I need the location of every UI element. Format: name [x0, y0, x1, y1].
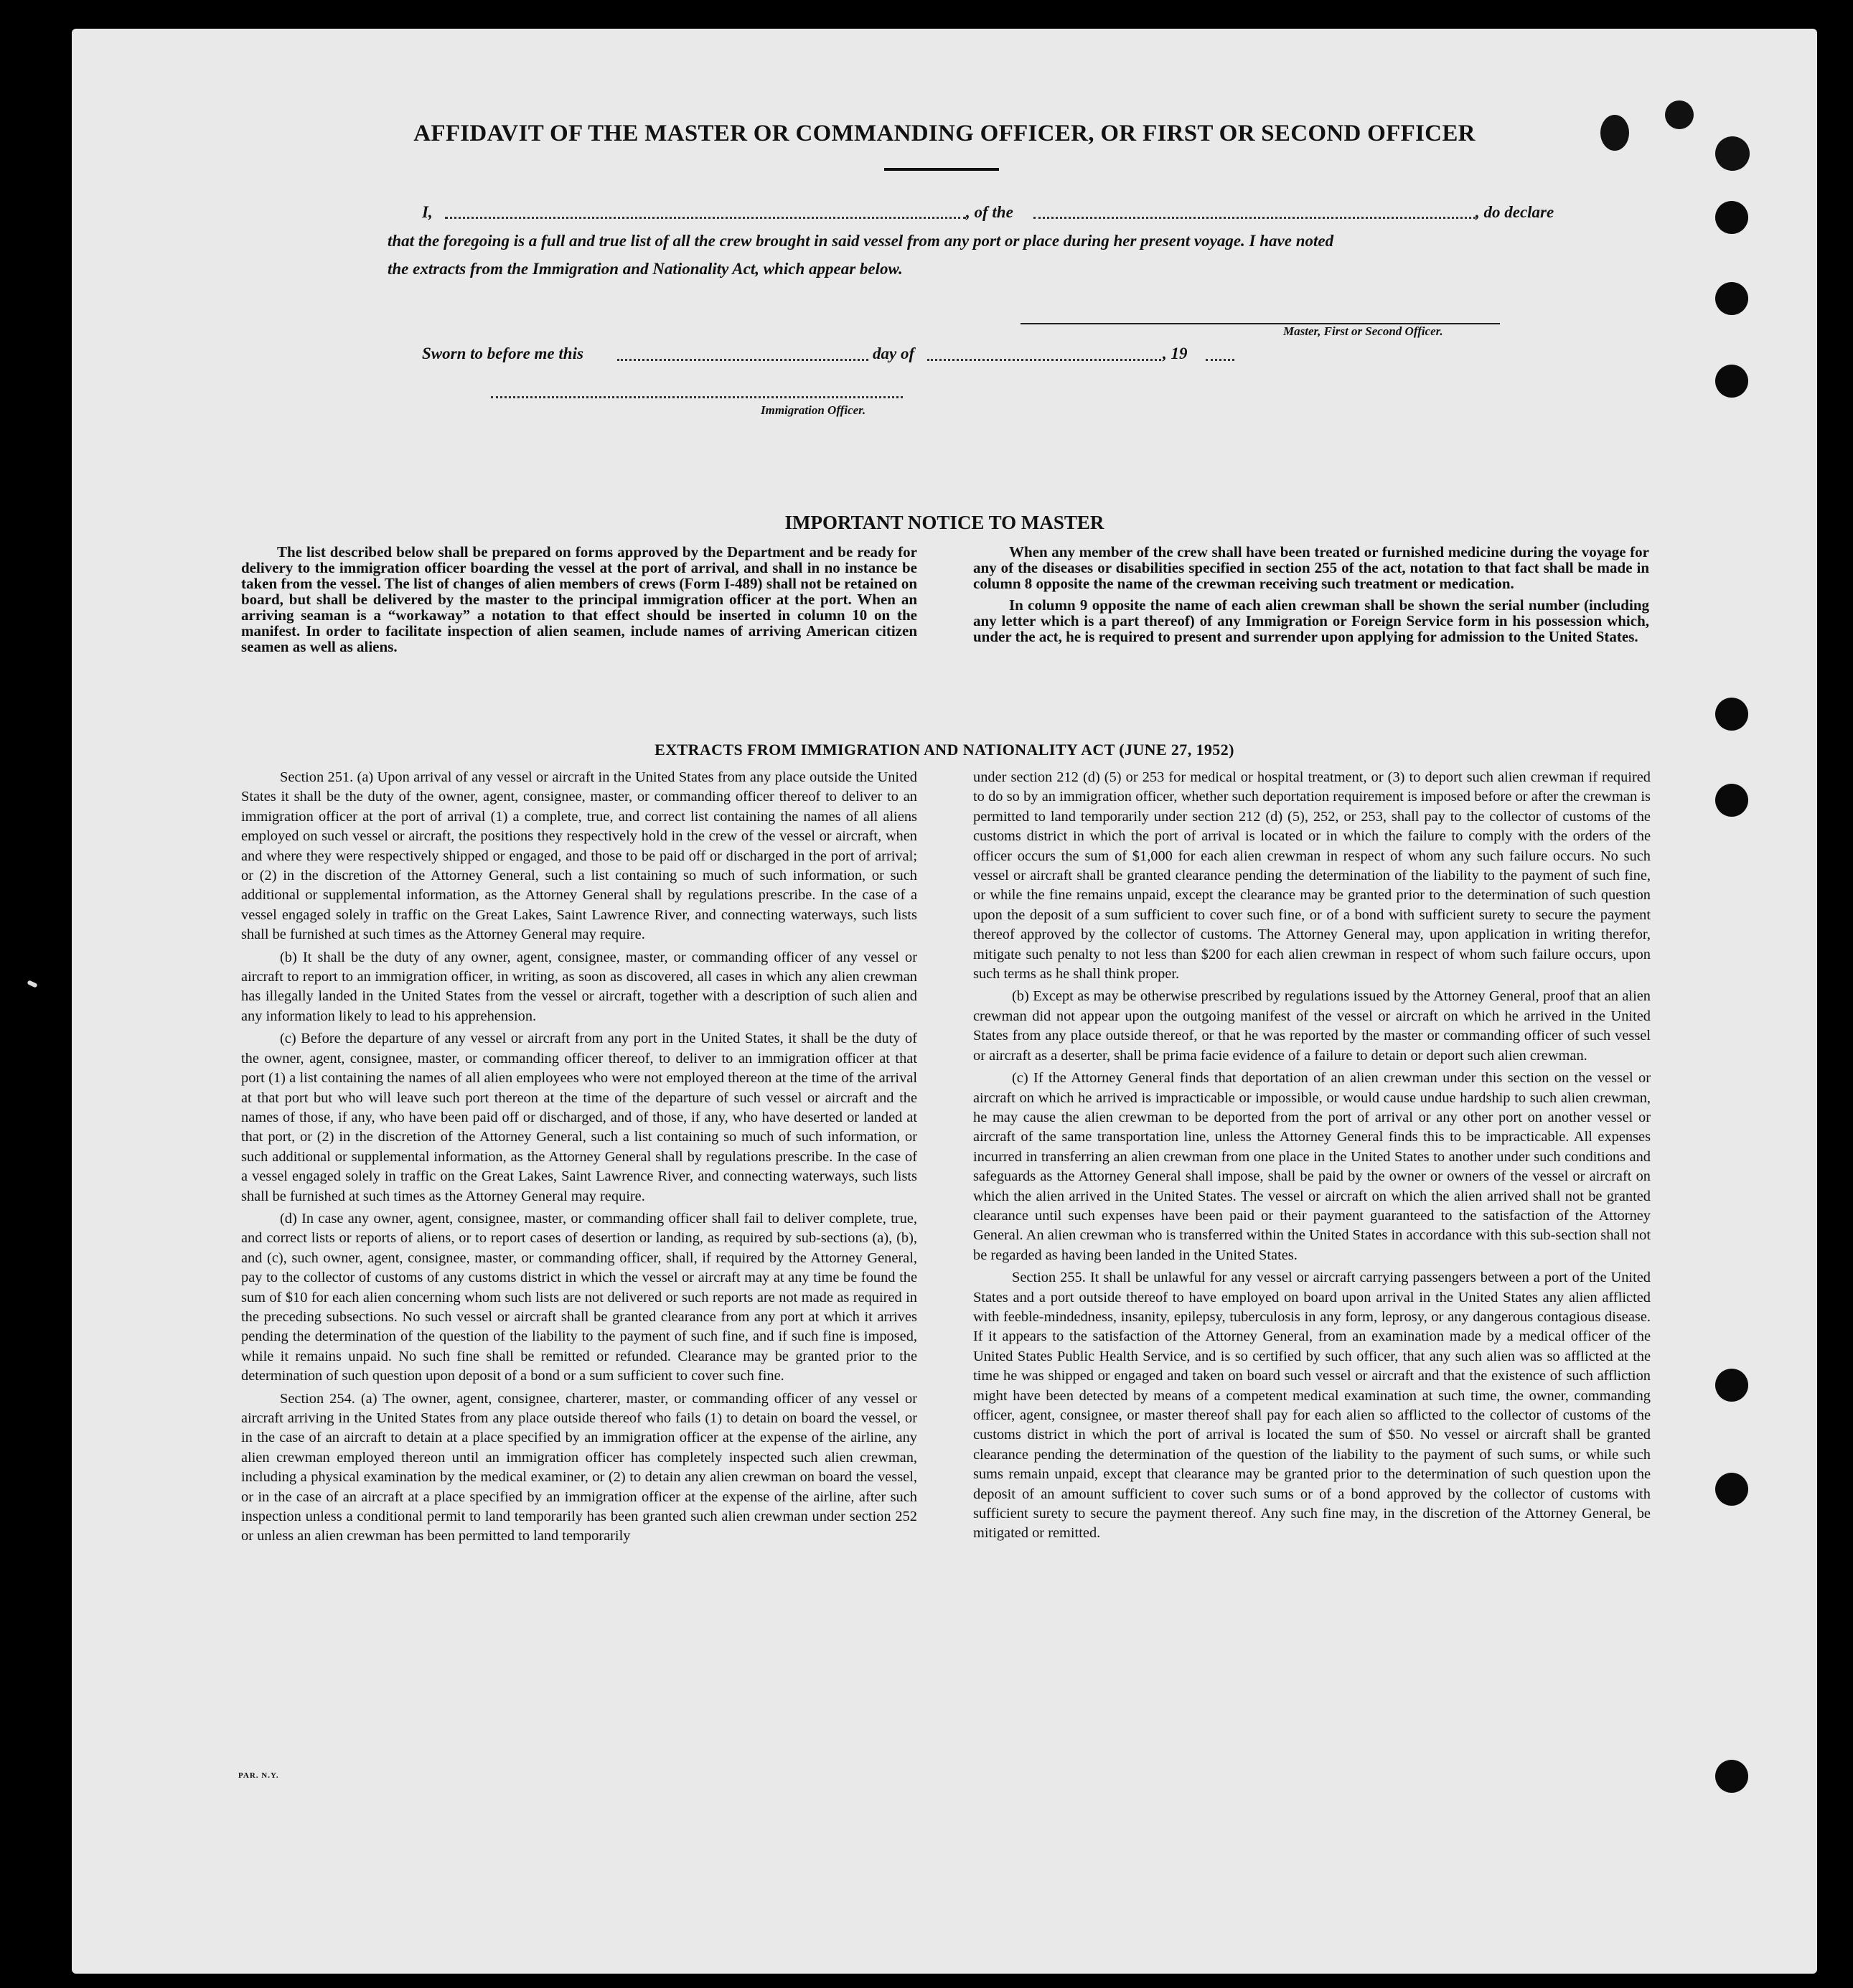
notice-right-paragraph-1: When any member of the crew shall have been treated or furnished medicine during the voyage for any of the diseases or disabilities specified in section 255 of the act, notation to that fact shall be made in column 8 opposite the name of the crewman receiving such treatment or medication.	[973, 543, 1649, 592]
punch-hole	[1715, 1760, 1748, 1793]
section-251-d: (d) In case any owner, agent, consignee, master, or commanding officer shall fail to deliver complete, true, and correct lists or reports of aliens, or to report cases of desertion or landing, as required by sub-sections (a), (b), and (c), such owner, agent, consignee, master, or commanding officer, shall, if required by the Attorney General, pay to the collector of customs of any customs district in which the vessel or aircraft may at any time be found the sum of $10 for each alien concerning whom such lists are not delivered or such reports are not made as required in the preceding subsections. No such vessel or aircraft shall be granted clearance from any port at which it arrives pending the determination of the question of the liability to the payment of such fine, and if such fine is imposed, while it remains unpaid. No such fine shall be remitted or refunded. Clearance may be granted prior to the determination of such question upon deposit of a bond or a sum sufficient to cover such fine.	[241, 1210, 917, 1384]
extracts-right-column	[973, 768, 1651, 1547]
day-of-label: day of	[873, 344, 915, 362]
vessel-blank[interactable]	[1033, 217, 1476, 219]
notice-title: IMPORTANT NOTICE TO MASTER	[784, 512, 1104, 533]
year-blank[interactable]	[1206, 359, 1234, 361]
affidavit-declare: , do declare	[1476, 203, 1554, 221]
officer-signature-caption: Immigration Officer.	[761, 403, 866, 417]
name-blank[interactable]	[445, 217, 966, 219]
section-254-b: (b) Except as may be otherwise prescribed by regulations issued by the Attorney General, proof that an alien crewman did not appear upon the outgoing manifest of the vessel or aircraft on which he arrived in the United States from any place outside thereof, or that he was reported by the master or commanding officer of such vessel or aircraft as a deserter, shall be prima facie evidence of a failure to detain or deport such alien crewman.	[973, 988, 1651, 1064]
punch-hole	[1715, 698, 1748, 731]
punch-hole	[1715, 784, 1748, 817]
printer-mark: PAR. N.Y.	[238, 1771, 279, 1780]
section-251-c: (c) Before the departure of any vessel or aircraft from any port in the United States, it shall be the duty of the owner, agent, consignee, master, or commanding officer thereof, to deliver to an immigration officer at that port (1) a list containing the names of all alien employees who were not employed thereon at the time of the arrival at that port but who will leave such port thereon at the time of the departure of such vessel or aircraft and the names of those, if any, who have been paid off or discharged, and of those, if any, who have deserted or landed at that port, or (2) in the discretion of the Attorney General, such a list containing so much of such information, or such additional or supplemental information, as the Attorney General shall by regulations prescribe. In the case of a vessel engaged solely in traffic on the Great Lakes, Saint Lawrence River, and connecting waterways, such lists shall be furnished at such times as the Attorney General may require.	[241, 1031, 917, 1204]
master-signature-caption: Master, First or Second Officer.	[1283, 324, 1443, 338]
affidavit-of-the: , of the	[966, 203, 1013, 221]
notice-right	[973, 544, 1649, 650]
scan-speck	[27, 980, 37, 988]
punch-hole	[1715, 282, 1748, 315]
section-254-a: Section 254. (a) The owner, agent, consignee, charterer, master, or commanding officer of any vessel or aircraft arriving in the United States from any place outside thereof who fails (1) to detain on board the vessel, or in the case of an aircraft to detain at a place specified by an immigration officer at the expense of the airline, any alien crewman employed thereon until an immigration officer has completely inspected such alien crewman, including a physical examination by the medical examiner, or (2) to detain any alien crewman on board the vessel, or in the case of an aircraft at a place specified by an immigration officer at the expense of the airline, after such inspection unless a conditional permit to land temporarily has been granted such alien crewman under section 252 or unless an alien crewman has been permitted to land temporarily	[241, 1390, 917, 1544]
extracts-title: EXTRACTS FROM IMMIGRATION AND NATIONALITY ACT (JUNE 27, 1952)	[655, 741, 1234, 759]
notice-right-paragraph-2: In column 9 opposite the name of each alien crewman shall be shown the serial number (including any letter which is a part thereof) of any Immigration or Foreign Service form in his possession which, under the act, he is required to present and surrender upon applying for admission to the United States.	[973, 596, 1649, 645]
sworn-month-blank[interactable]	[927, 359, 1161, 361]
document-page	[72, 29, 1817, 1974]
section-251-b: (b) It shall be the duty of any owner, agent, consignee, master, or commanding officer of any vessel or aircraft to report to an immigration officer, in writing, as soon as discovered, all cases in which any alien crewman has illegally landed in the United States from the vessel or aircraft, together with a description of such alien and any information likely to lead to his apprehension.	[241, 949, 917, 1024]
punch-hole	[1715, 365, 1748, 398]
punch-hole	[1715, 201, 1748, 234]
officer-signature-line[interactable]	[491, 396, 903, 398]
title-underline	[884, 168, 999, 171]
section-255: Section 255. It shall be unlawful for any vessel or aircraft carrying passengers between a port of the United States and a port outside thereof to have employed on board upon arrival in the United States any alien afflicted with feeble-mindedness, insanity, epilepsy, tuberculosis in any form, leprosy, or any dangerous contagious disease. If it appears to the satisfaction of the Attorney General, from an examination made by a medical officer of the United States Public Health Service, and is so certified by such officer, that any such alien was so afflicted at the time he was shipped or engaged and taken on board such vessel or aircraft and that the existence of such affliction might have been detected by means of a competent medical examination at such time, the owner, commanding officer, agent, consignee, or master thereof shall pay for each alien so afflicted to the collector of customs of the customs district in which the port of arrival is located the sum of $50. No vessel or aircraft shall be granted clearance pending the determination of the question of the liability to the payment of such sums, or while such sums remain unpaid, except that clearance may be granted prior to the determination of such question upon the deposit of an amount sufficient to cover such sums or of a bond approved by the collector of customs with sufficient surety to secure the payment thereof. Any such fine may, in the discretion of the Attorney General, be mitigated or remitted.	[973, 1270, 1651, 1542]
year-label: , 19	[1163, 344, 1188, 362]
extracts-left-column	[241, 768, 917, 1549]
notice-left-paragraph: The list described below shall be prepared on forms approved by the Department and be ready for delivery to the immigration officer boarding the vessel at the port of arrival, and shall in no instance be taken from the vessel. The list of changes of alien members of crews (Form I-489) shall not be retained on board, but shall be delivered by the master to the principal immigration officer at the port. When an arriving seaman is a “workaway” a notation to that effect should be inserted in column 10 on the manifest. In order to facilitate inspection of alien seamen, include names of arriving American citizen seamen as well as aliens.	[241, 543, 917, 655]
section-254-c: (c) If the Attorney General finds that deportation of an alien crewman under this section on the vessel or aircraft on which he arrived is impracticable or impossible, or would cause undue hardship to such alien crewman, he may cause the alien crewman to be deported from the port of arrival or any other port on another vessel or aircraft of the same transportation line, unless the Attorney General finds this to be impracticable. All expenses incurred in transferring an alien crewman from one place in the United States to another under such conditions and safeguards as the Attorney General shall impose, shall be paid by the owner or owners of the vessel or aircraft on which the alien arrived in the United States. The vessel or aircraft on which the alien arrived shall not be granted clearance until such expenses have been paid or their payment guaranteed to the satisfaction of the Attorney General. An alien crewman who is transferred within the United States in accordance with this sub-section shall not be regarded as having been landed in the United States.	[973, 1070, 1651, 1263]
affidavit-statement-cont: the extracts from the Immigration and Nationality Act, which appear below.	[388, 260, 903, 278]
affidavit-statement: that the foregoing is a full and true list of all the crew brought in said vessel from any port or place during her present voyage. I have noted	[388, 232, 1334, 250]
punch-hole	[1715, 1473, 1748, 1506]
affidavit-i: I,	[422, 203, 433, 221]
notice-left	[241, 544, 917, 660]
punch-hole	[1715, 1369, 1748, 1402]
affidavit-title: AFFIDAVIT OF THE MASTER OR COMMANDING OFFICER, OR FIRST OR SECOND OFFICER	[413, 121, 1476, 146]
sworn-label: Sworn to before me this	[422, 344, 583, 362]
sworn-day-blank[interactable]	[617, 359, 868, 361]
section-254-a-cont: under section 212 (d) (5) or 253 for medical or hospital treatment, or (3) to deport such alien crewman if required to do so by an immigration officer, whether such deportation requirement is imposed before or after the crewman is permitted to land temporarily under section 212 (d) (5), 252, or 253, shall pay to the collector of customs of the customs district in which the port of arrival is located or in which the failure to comply with the orders of the officer occurs the sum of $1,000 for each alien crewman in respect of whom any such failure occurs. No such vessel or aircraft shall be granted clearance pending the determination of the liability to the payment of such fine, or while the fine remains unpaid, except the clearance may be granted prior to the determination of such question upon the deposit of a sum sufficient to cover such fine, or of a bond with sufficient surety to secure the payment thereof approved by the collector of customs. The Attorney General may, upon application in writing therefor, mitigate such penalty to not less than $200 for each alien crewman in respect of whom such failure occurs, upon such terms as he shall think proper.	[973, 769, 1651, 983]
section-251-a: Section 251. (a) Upon arrival of any vessel or aircraft in the United States from any place outside the United States it shall be the duty of the owner, agent, consignee, master, or commanding officer thereof to deliver to an immigration officer at the port of arrival (1) a complete, true, and correct list containing the names of all aliens employed on such vessel or aircraft, the positions they respectively hold in the crew of the vessel or aircraft, when and where they were respectively shipped or engaged, and those to be paid off or discharged in the port of arrival; or (2) in the discretion of the Attorney General, such a list containing so much of such information, or such additional or supplemental information, as the Attorney General shall by regulations prescribe. In the case of a vessel engaged solely in traffic on the Great Lakes, Saint Lawrence River, and connecting waterways, such lists shall be furnished at such times as the Attorney General may require.	[241, 769, 917, 943]
